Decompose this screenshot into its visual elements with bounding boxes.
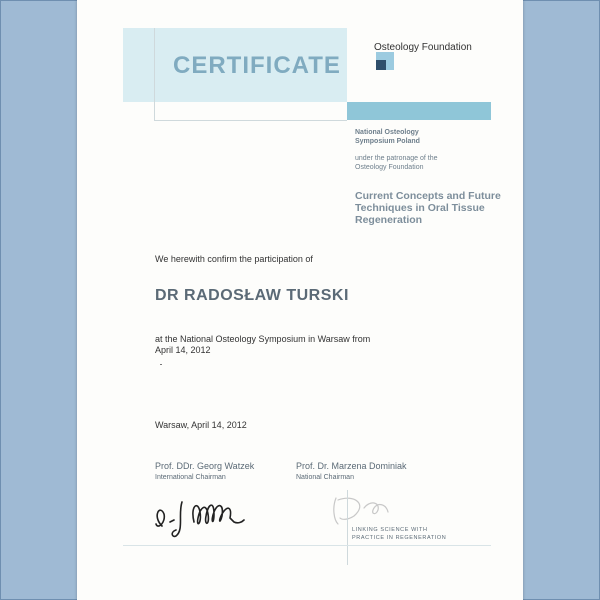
header-divider-vertical — [154, 28, 155, 121]
signatory2-name: Prof. Dr. Marzena Dominiak — [296, 461, 407, 471]
recipient-name: DR RADOSŁAW TURSKI — [155, 287, 349, 304]
header-divider-horizontal — [154, 120, 347, 121]
accent-bar — [347, 102, 491, 120]
signatory1-role: International Chairman — [155, 474, 226, 481]
venue-line2: April 14, 2012 — [155, 345, 211, 355]
organizer-line1: National Osteology — [355, 129, 419, 136]
tagline-line2: PRACTICE IN REGENERATION — [352, 535, 447, 541]
venue-text — [155, 334, 395, 356]
footer-divider-vertical — [347, 490, 348, 565]
signatory2-role: National Chairman — [296, 474, 354, 481]
footer-divider-horizontal — [123, 545, 491, 546]
organizer — [355, 128, 420, 146]
patronage-line2: Osteology Foundation — [355, 164, 424, 171]
foundation-tagline — [352, 526, 446, 542]
signature2-icon — [324, 490, 404, 530]
tagline-line1: LINKING SCIENCE WITH — [352, 527, 428, 533]
signature1-icon — [148, 492, 258, 542]
patronage — [355, 154, 438, 172]
small-mark — [160, 364, 162, 365]
foundation-name: Osteology Foundation — [374, 42, 472, 53]
venue-line1: at the National Osteology Symposium in Warsaw from — [155, 334, 371, 344]
certificate-title: CERTIFICATE — [173, 52, 341, 79]
patronage-line1: under the patronage of the — [355, 155, 438, 162]
logo-dark-square — [376, 60, 386, 70]
organizer-line2: Symposium Poland — [355, 138, 420, 145]
event-title: Current Concepts and Future Techniques in Oral Tissue Regeneration — [355, 190, 501, 226]
intro-text: We herewith confirm the participation of — [155, 254, 313, 264]
place-date: Warsaw, April 14, 2012 — [155, 420, 247, 430]
signatory1-name: Prof. DDr. Georg Watzek — [155, 461, 255, 471]
osteology-foundation-logo-icon — [376, 52, 394, 70]
